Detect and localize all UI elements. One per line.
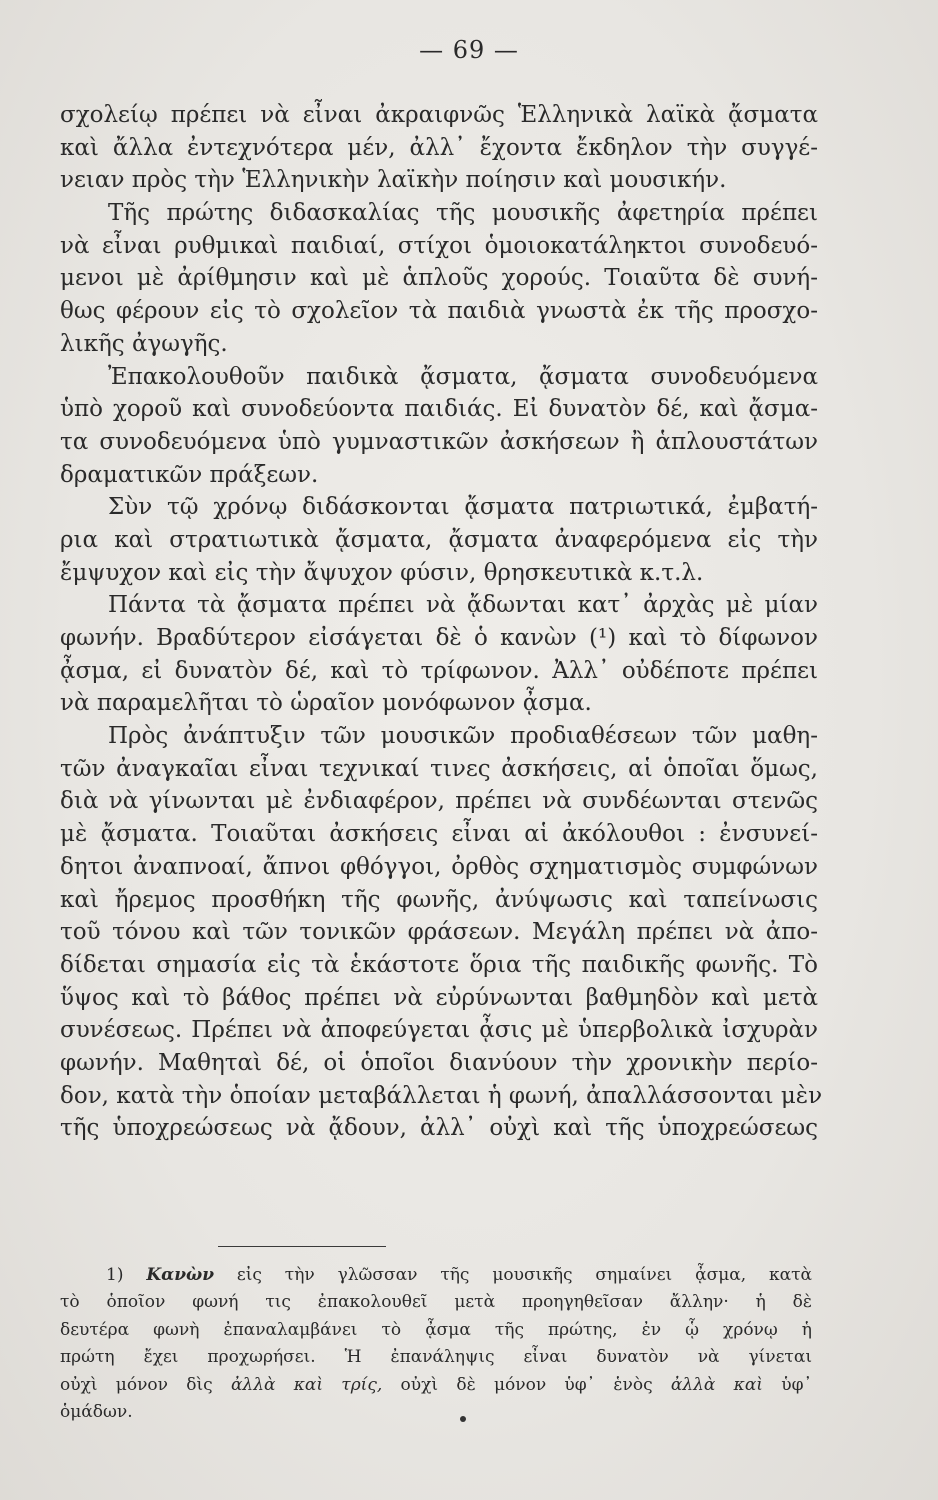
body-line: Πρὸς ἀνάπτυξιν τῶν μουσικῶν προδιαθέσεων τῶν μαθη- — [108, 723, 818, 750]
body-line: δητοι ἀναπνοαί, ἄπνοι φθόγγοι, ὀρθὸς σχηματισμὸς συμφώνων — [60, 853, 818, 880]
body-line: θως φέρουν εἰς τὸ σχολεῖον τὰ παιδιὰ γνωστὰ ἐκ τῆς προσχο- — [60, 298, 818, 325]
footnote-line-1 — [60, 1262, 812, 1289]
body-line: νὰ εἶναι ρυθμικαὶ παιδιαί, στίχοι ὁμοιοκατάληκτοι συνοδευό- — [60, 232, 818, 259]
footnote-marker: 1) — [106, 1265, 124, 1285]
body-line: νειαν πρὸς τὴν Ἑλληνικὴν λαϊκὴν ποίησιν καὶ μουσικήν. — [60, 167, 727, 194]
footnote-line-3: δευτέρα φωνὴ ἐπαναλαμβάνει τὸ ᾆσμα τῆς πρώτης, ἐν ᾧ χρόνῳ ἡ — [60, 1319, 812, 1340]
body-line: μὲ ᾄσματα. Τοιαῦται ἀσκήσεις εἶναι αἱ ἀκόλουθοι : ἐνσυνεί- — [60, 821, 818, 848]
body-line: ἔμψυχον καὶ εἰς τὴν ἄψυχον φύσιν, θρησκευτικὰ κ.τ.λ. — [60, 559, 704, 586]
body-line: ὑπὸ χοροῦ καὶ συνοδεύοντα παιδιάς. Εἰ δυνατὸν δέ, καὶ ᾄσμα- — [60, 396, 818, 423]
footnote-line-1-rest: εἰς τὴν γλῶσσαν τῆς μουσικῆς σημαίνει ᾆσμα, κατὰ — [236, 1265, 813, 1285]
page-number: — 69 — — [419, 36, 519, 64]
body-line: λικῆς ἀγωγῆς. — [60, 330, 228, 357]
body-line: Ἐπακολουθοῦν παιδικὰ ᾄσματα, ᾄσματα συνοδευόμενα — [108, 363, 818, 390]
footnote-term: Κανὼν — [146, 1265, 214, 1285]
body-line: σχολείῳ πρέπει νὰ εἶναι ἀκραιφνῶς Ἑλληνικὰ λαϊκὰ ᾄσματα — [60, 102, 818, 128]
footnote-line-6: ὁμάδων. — [60, 1401, 133, 1422]
body-line: τῶν ἀναγκαῖαι εἶναι τεχνικαί τινες ἀσκήσεις, αἱ ὁποῖαι ὅμως, — [60, 755, 818, 782]
body-line: δραματικῶν πράξεων. — [60, 461, 319, 488]
body-line: Σὺν τῷ χρόνῳ διδάσκονται ᾄσματα πατριωτικά, ἐμβατή- — [108, 494, 818, 521]
body-line: τῆς ὑποχρεώσεως νὰ ᾄδουν, ἀλλ᾽ οὐχὶ καὶ τῆς ὑποχρεώσεως — [60, 1115, 818, 1142]
footnote-line-5-mid: οὐχὶ δὲ μόνον ὑφ᾽ ἑνὸς — [400, 1374, 653, 1395]
footnote-line-5 — [60, 1372, 812, 1399]
body-line: νὰ παραμελῆται τὸ ὡραῖον μονόφωνον ᾆσμα. — [60, 690, 592, 717]
footnote-line-5-italic2: ἀλλὰ καὶ — [670, 1374, 763, 1395]
body-line: καὶ ἄλλα ἐντεχνότερα μέν, ἀλλ᾽ ἔχοντα ἔκδηλον τὴν συγγέ- — [60, 134, 818, 161]
body-line: ρια καὶ στρατιωτικὰ ᾄσματα, ᾄσματα ἀναφερόμενα εἰς τὴν — [60, 526, 818, 553]
body-line: διὰ νὰ γίνωνται μὲ ἐνδιαφέρον, πρέπει νὰ συνδέωνται στενῶς — [60, 788, 818, 815]
footnote-separator — [218, 1246, 386, 1247]
print-speck — [460, 1416, 466, 1422]
body-line: δον, κατὰ τὴν ὁποίαν μεταβάλλεται ἡ φωνή, ἀπαλλάσσονται μὲν — [60, 1082, 823, 1109]
body-line: καὶ ἤρεμος προσθήκη τῆς φωνῆς, ἀνύψωσις καὶ ταπείνωσις — [60, 886, 818, 913]
body-line: τα συνοδευόμενα ὑπὸ γυμναστικῶν ἀσκήσεων ἢ ἁπλουστάτων — [60, 428, 818, 455]
body-line: φωνήν. Μαθηταὶ δέ, οἱ ὁποῖοι διανύουν τὴν χρονικὴν περίο- — [60, 1049, 818, 1076]
body-line: ᾆσμα, εἰ δυνατὸν δέ, καὶ τὸ τρίφωνον. Ἀλλ᾽ οὐδέποτε πρέπει — [60, 657, 818, 684]
body-line: Τῆς πρώτης διδασκαλίας τῆς μουσικῆς ἀφετηρία πρέπει — [108, 200, 818, 227]
body-line: δίδεται σημασία εἰς τὰ ἑκάστοτε ὅρια τῆς παιδικῆς φωνῆς. Τὸ — [60, 951, 818, 978]
body-line: μενοι μὲ ἀρίθμησιν καὶ μὲ ἁπλοῦς χορούς. Τοιαῦτα δὲ συνή- — [60, 265, 818, 292]
footnote-line-5-end: ὑφ᾽ — [781, 1374, 812, 1395]
body-line: ὕψος καὶ τὸ βάθος πρέπει νὰ εὐρύνωνται βαθμηδὸν καὶ μετὰ — [60, 984, 818, 1011]
body-line: φωνήν. Βραδύτερον εἰσάγεται δὲ ὁ κανὼν (¹) καὶ τὸ δίφωνον — [60, 625, 818, 651]
footnote — [60, 1262, 812, 1426]
body-text — [60, 99, 823, 1145]
body-line: τοῦ τόνου καὶ τῶν τονικῶν φράσεων. Μεγάλη πρέπει νὰ ἀπο- — [60, 919, 818, 946]
footnote-line-5-start: οὐχὶ μόνον δὶς — [60, 1374, 213, 1395]
footnote-line-5-italic: ἀλλὰ καὶ τρίς, — [230, 1374, 383, 1395]
footnote-line-2: τὸ ὁποῖον φωνή τις ἐπακολουθεῖ μετὰ προηγηθεῖσαν ἄλλην· ἡ δὲ — [60, 1292, 812, 1313]
footnote-line-4: πρώτη ἔχει προχωρήσει. Ἡ ἐπανάληψις εἶναι δυνατὸν νὰ γίνεται — [60, 1347, 812, 1368]
body-line: Πάντα τὰ ᾄσματα πρέπει νὰ ᾄδωνται κατ᾽ ἀρχὰς μὲ μίαν — [108, 592, 818, 619]
body-line: συνέσεως. Πρέπει νὰ ἀποφεύγεται ᾆσις μὲ ὑπερβολικὰ ἰσχυρὰν — [60, 1017, 818, 1044]
